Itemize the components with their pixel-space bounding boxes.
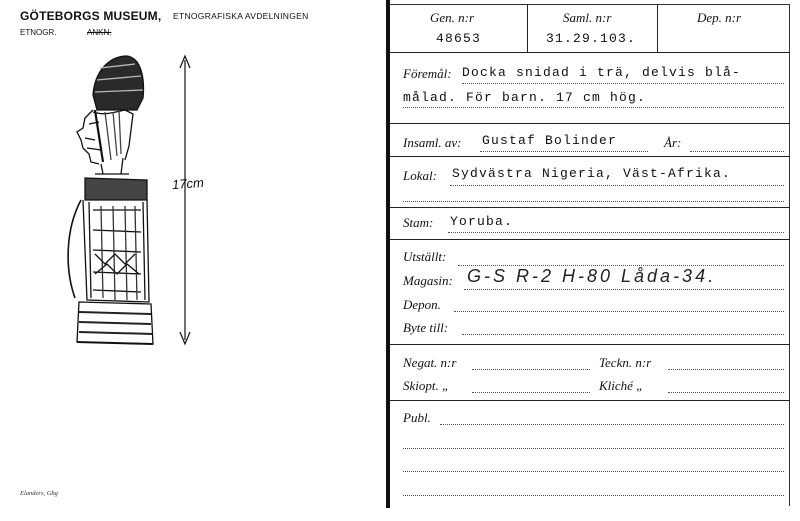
lokal-dots — [450, 184, 784, 186]
lokal-value: Sydvästra Nigeria, Väst-Afrika. — [452, 166, 732, 181]
stam-dots — [448, 231, 784, 233]
magasin-dots — [464, 288, 784, 290]
foremal-line1-dots — [462, 82, 784, 84]
stam-value: Yoruba. — [450, 214, 514, 229]
row-sep-storage — [390, 344, 790, 345]
frame-top — [390, 4, 790, 5]
lokal-label: Lokal: — [403, 168, 437, 183]
teckn-dots — [668, 368, 784, 370]
row-sep-images — [390, 400, 790, 401]
skiopt-dots — [472, 391, 590, 393]
utstallt-label: Utställt: — [403, 249, 447, 264]
department-name: ETNOGRAFISKA AVDELNINGEN — [173, 11, 309, 21]
publ-dots-2 — [403, 447, 784, 449]
depon-label: Depon. — [403, 297, 441, 312]
insaml-dots — [480, 150, 648, 152]
insaml-label: Insaml. av: — [403, 135, 462, 150]
cliche-label: Kliché „ — [599, 378, 644, 393]
publ-dots-1 — [440, 423, 784, 425]
insaml-value: Gustaf Bolinder — [482, 133, 618, 148]
dep-label: Dep. n:r — [697, 10, 742, 25]
cliche-dots — [668, 391, 784, 393]
skiopt-label: Skiopt. „ — [403, 378, 450, 393]
foremal-label: Föremål: — [403, 66, 452, 81]
col-sep-1 — [527, 4, 528, 52]
negat-dots — [472, 368, 590, 370]
museum-name: GÖTEBORGS MUSEUM, — [20, 9, 162, 23]
row-sep-lokal — [390, 207, 790, 208]
foremal-line1: Docka snidad i trä, delvis blå- — [462, 65, 742, 80]
gen-label: Gen. n:r — [430, 10, 475, 25]
row-sep-insaml — [390, 156, 790, 157]
foremal-line2-dots — [403, 106, 784, 108]
depon-dots — [454, 310, 784, 312]
scale-note: 17cm — [171, 174, 205, 193]
card-divider — [386, 0, 390, 508]
ar-dots — [690, 150, 784, 152]
lokal-dots-2 — [403, 200, 784, 202]
row-sep-stam — [390, 239, 790, 240]
row-sep-header — [390, 52, 790, 53]
frame-right — [789, 4, 790, 506]
publ-label: Publ. — [403, 410, 431, 425]
magasin-value: G-S R-2 H-80 Låda-34. — [467, 266, 717, 286]
printer-imprint: Elanders, Gbg — [20, 490, 58, 497]
gen-value: 48653 — [436, 31, 482, 46]
doll-sketch — [55, 50, 225, 360]
teckn-label: Teckn. n:r — [599, 355, 652, 370]
foremal-line2: målad. För barn. 17 cm hög. — [403, 90, 647, 105]
byte-dots — [462, 333, 784, 335]
col-sep-2 — [657, 4, 658, 52]
ankn-label: ANKN. — [87, 28, 112, 37]
etnog-label: ETNOGR. — [20, 28, 57, 37]
ar-label: År: — [664, 135, 682, 150]
row-sep-foremal — [390, 123, 790, 124]
saml-value: 31.29.103. — [546, 31, 637, 46]
publ-dots-3 — [403, 470, 784, 472]
stam-label: Stam: — [403, 215, 434, 230]
saml-label: Saml. n:r — [563, 10, 612, 25]
negat-label: Negat. n:r — [403, 355, 457, 370]
magasin-label: Magasin: — [403, 273, 453, 288]
publ-dots-4 — [403, 494, 784, 496]
byte-label: Byte till: — [403, 320, 449, 335]
